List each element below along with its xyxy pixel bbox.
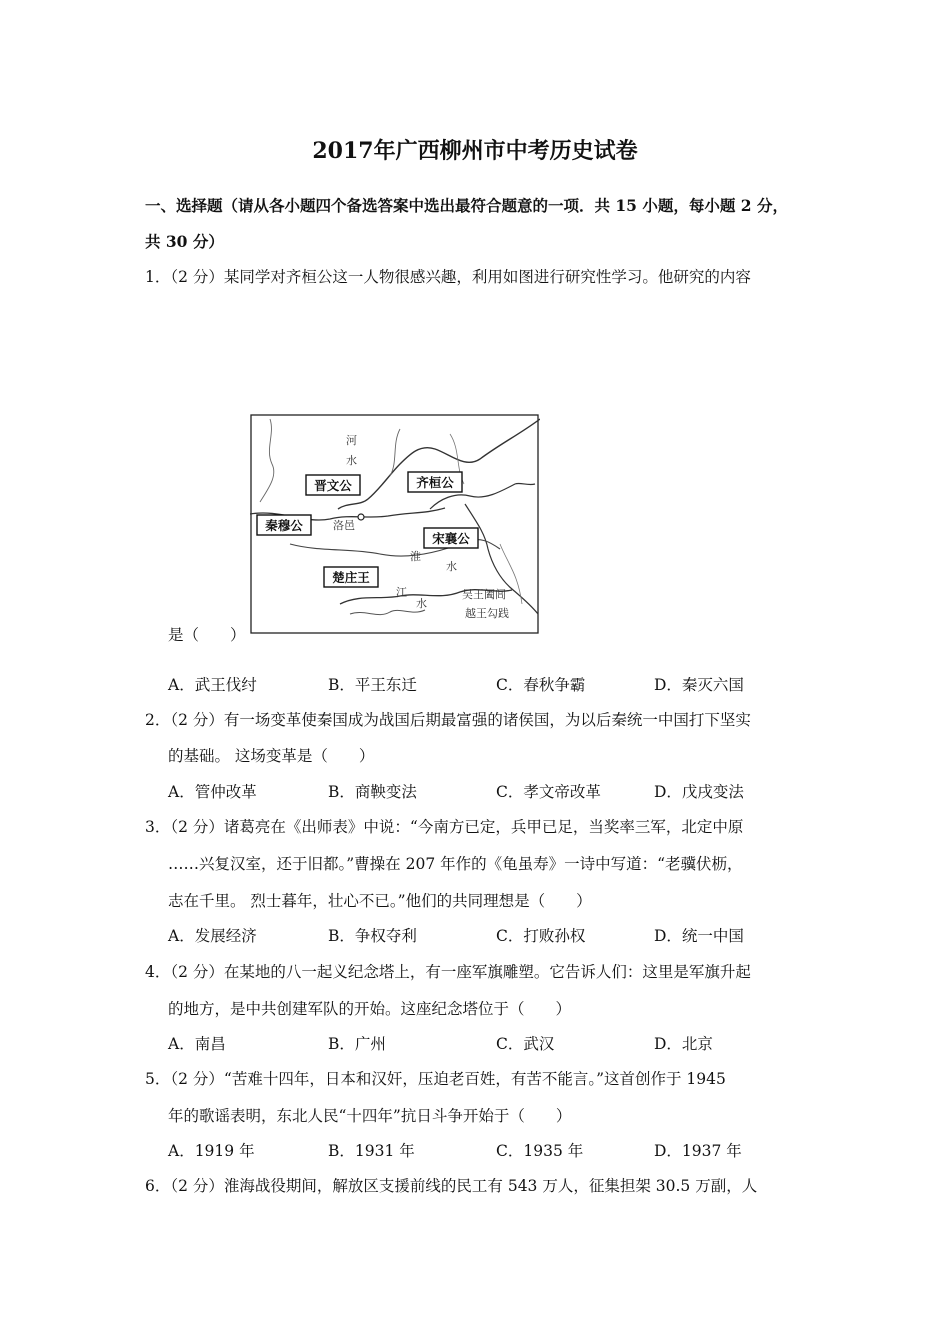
map-label-qin: 秦穆公: [265, 518, 303, 533]
map-label-he: 河: [346, 434, 357, 447]
question-2-text-cont: 的基础。 这场变革是（ ）: [168, 747, 375, 765]
map-label-qi: 齐桓公: [416, 475, 454, 490]
question-1-text-cont: 是（ ）: [168, 626, 246, 644]
q5-option-d: D．1937 年: [654, 1142, 742, 1160]
q1-option-d: D．秦灭六国: [654, 676, 744, 694]
map-label-huai: 淮: [410, 550, 421, 563]
q2-option-c: C．孝文帝改革: [496, 783, 601, 801]
map-label-jiang: 江: [396, 586, 407, 599]
question-5-text: 5．（2 分）“苦难十四年，日本和汉奸，压迫老百姓，有苦不能言。”这首创作于 1945: [145, 1070, 726, 1088]
q4-option-c: C．武汉: [496, 1035, 555, 1053]
section-heading-cont: 共 30 分）: [145, 232, 224, 251]
q1-option-c: C．春秋争霸: [496, 676, 586, 694]
question-3-text-cont-2: 志在千里。 烈士暮年，壮心不已。”他们的共同理想是（ ）: [168, 892, 592, 910]
question-4-text: 4．（2 分）在某地的八一起义纪念塔上，有一座军旗雕塑。它告诉人们：这里是军旗升起: [145, 963, 751, 981]
q5-option-b: B．1931 年: [328, 1142, 415, 1160]
map-label-shui-1: 水: [346, 454, 357, 467]
q1-option-b: B．平王东迁: [328, 676, 417, 694]
map-label-jin: 晋文公: [314, 478, 352, 493]
question-3-text-cont-1: ……兴复汉室，还于旧都。”曹操在 207 年作的《龟虽寿》一诗中写道：“老骥伏枥，: [168, 855, 743, 873]
q3-option-d: D．统一中国: [654, 927, 744, 945]
map-label-shui-2: 水: [446, 560, 457, 573]
q5-option-c: C．1935 年: [496, 1142, 584, 1160]
map-label-chu: 楚庄王: [332, 570, 370, 585]
map-label-song: 宋襄公: [432, 531, 470, 546]
page-title: 2017年广西柳州市中考历史试卷: [312, 138, 638, 164]
q2-option-a: A．管仲改革: [168, 783, 257, 801]
question-3-text: 3．（2 分）诸葛亮在《出师表》中说：“今南方已定，兵甲已足，当奖率三军，北定中原: [145, 818, 744, 836]
q2-option-d: D．戊戌变法: [654, 783, 744, 801]
spring-autumn-map: [250, 414, 540, 636]
question-1-text: 1．（2 分）某同学对齐桓公这一人物很感兴趣，利用如图进行研究性学习。他研究的内容: [145, 268, 751, 286]
map-label-luoyi: 洛邑: [333, 519, 355, 532]
q1-option-a: A．武王伐纣: [168, 676, 257, 694]
q3-option-a: A．发展经济: [168, 927, 257, 945]
q4-option-d: D．北京: [654, 1035, 713, 1053]
map-label-wu: 吴王阖闾: [462, 588, 506, 601]
q2-option-b: B．商鞅变法: [328, 783, 417, 801]
section-heading: 一、选择题（请从各小题四个备选答案中选出最符合题意的一项．共 15 小题，每小题 2 分，: [145, 196, 788, 215]
question-4-text-cont: 的地方，是中共创建军队的开始。这座纪念塔位于（ ）: [168, 1000, 572, 1018]
q4-option-b: B．广州: [328, 1035, 386, 1053]
map-label-yue: 越王勾践: [465, 607, 509, 620]
q5-option-a: A．1919 年: [168, 1142, 255, 1160]
q3-option-b: B．争权夺利: [328, 927, 417, 945]
q4-option-a: A．南昌: [168, 1035, 226, 1053]
question-6-text: 6．（2 分）淮海战役期间，解放区支援前线的民工有 543 万人，征集担架 30.5 万副，人: [145, 1177, 758, 1195]
question-2-text: 2．（2 分）有一场变革使秦国成为战国后期最富强的诸侯国，为以后秦统一中国打下坚实: [145, 711, 751, 729]
q3-option-c: C．打败孙权: [496, 927, 586, 945]
question-5-text-cont: 年的歌谣表明，东北人民“十四年”抗日斗争开始于（ ）: [168, 1107, 572, 1125]
map-label-shui-3: 水: [416, 597, 427, 610]
